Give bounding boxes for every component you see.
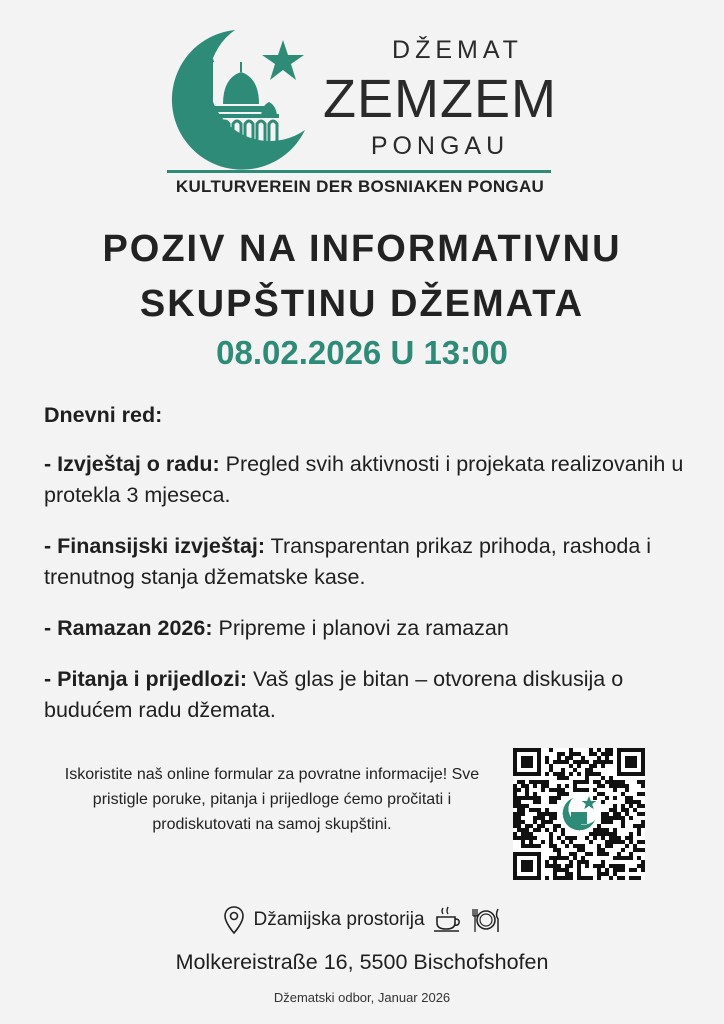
plate-cutlery-icon <box>471 906 501 934</box>
agenda-item-label: - Ramazan 2026: <box>44 616 213 640</box>
agenda-item-text: Transparentan prikaz prihoda, rashoda i trenutnog stanja džematske kase. <box>44 534 652 589</box>
agenda-item <box>44 664 684 726</box>
feedback-note: Iskoristite naš online formular za povratne informacije! Sve pristigle poruke, pitanja i prijedloge ćemo pročitati i prodiskutovati na samoj skupštini. <box>64 766 480 833</box>
qr-code[interactable] <box>513 748 645 880</box>
title-line-1: POZIV NA INFORMATIVNU <box>102 228 622 270</box>
venue <box>0 905 724 941</box>
address: Molkereistraße 16, 5500 Bischofshofen <box>175 950 549 974</box>
footer-note: Džematski odbor, Januar 2026 <box>273 990 451 1005</box>
crescent-mosque-logo <box>165 22 325 172</box>
venue-name: Džamijska prostorija <box>253 909 425 930</box>
agenda-item <box>44 531 684 593</box>
event-date: 08.02.2026 U 13:00 <box>216 334 508 371</box>
agenda-item-text: Pripreme i planovi za ramazan <box>212 616 509 640</box>
agenda-item-text: Pregled svih aktivnosti i projekata realizovanih u protekla 3 mjeseca. <box>44 452 684 507</box>
logo-main-text: ZEMZEM <box>323 69 557 129</box>
location-pin-icon <box>223 905 245 935</box>
agenda-item-label: - Pitanja i prijedlozi: <box>44 667 248 691</box>
agenda <box>44 400 684 746</box>
star-icon <box>262 40 304 80</box>
agenda-item <box>44 613 684 644</box>
agenda-item-text: Vaš glas je bitan – otvorena diskusija o budućem radu džemata. <box>44 667 624 722</box>
agenda-item <box>44 449 684 511</box>
agenda-heading: Dnevni red: <box>44 403 163 427</box>
page-title <box>0 222 724 332</box>
agenda-item-label: - Finansijski izvještaj: <box>44 534 266 558</box>
logo <box>165 22 565 202</box>
logo-bottom-text: PONGAU <box>370 132 510 160</box>
logo-top-text: DŽEMAT <box>392 36 523 64</box>
title-line-2: SKUPŠTINU DŽEMATA <box>139 283 585 325</box>
agenda-item-label: - Izvještaj o radu: <box>44 452 220 476</box>
logo-divider <box>167 170 551 173</box>
logo-subtitle: KULTURVEREIN DER BOSNIAKEN PONGAU <box>175 177 545 196</box>
coffee-cup-icon <box>433 906 463 934</box>
